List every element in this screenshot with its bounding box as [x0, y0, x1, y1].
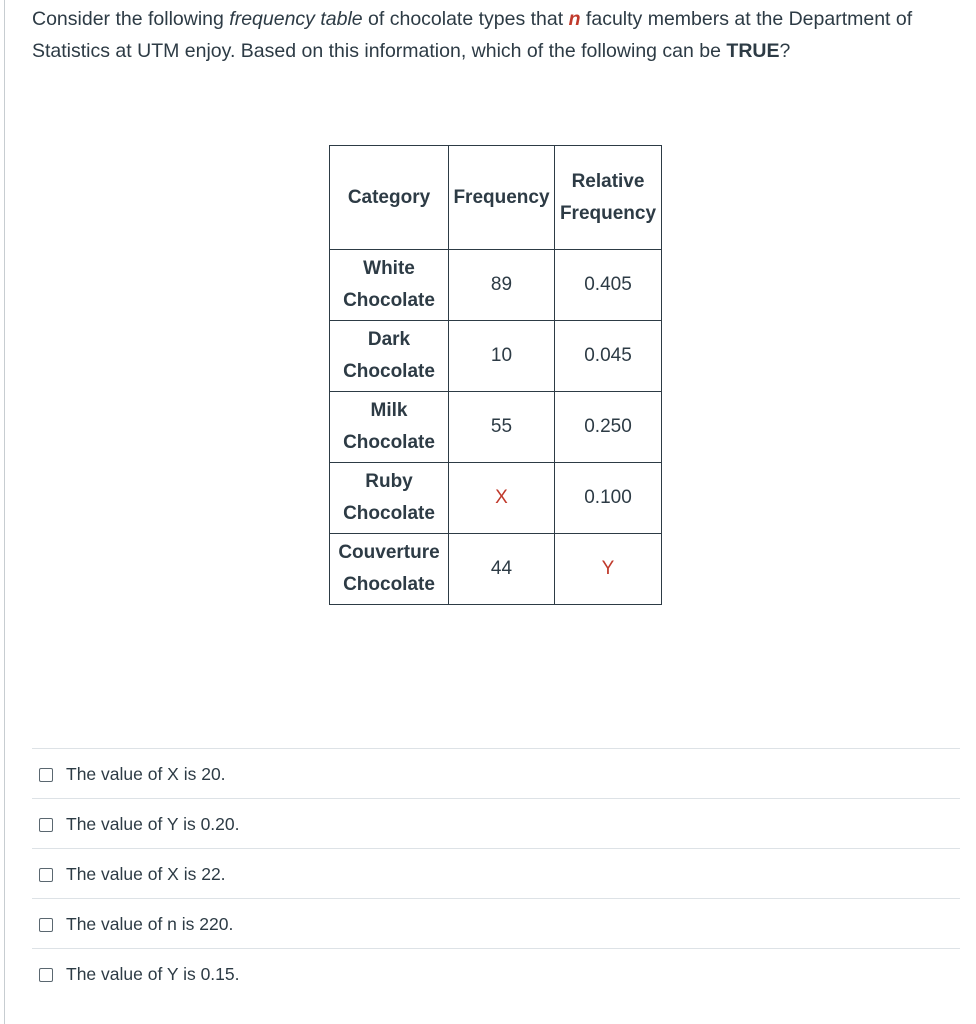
category-cell: Dark Chocolate: [330, 321, 449, 392]
category-cell: Couverture Chocolate: [330, 534, 449, 605]
answer-label[interactable]: The value of X is 20.: [66, 764, 226, 784]
checkbox[interactable]: [39, 768, 53, 782]
answer-label[interactable]: The value of Y is 0.15.: [66, 964, 240, 984]
table-row: [330, 392, 662, 463]
header-frequency: Frequency: [449, 146, 555, 250]
table-row: [330, 534, 662, 605]
checkbox[interactable]: [39, 868, 53, 882]
frequency-table: [329, 145, 662, 605]
question-text: Consider the following frequency table of chocolate types that n faculty members at the Department of Statistics at UTM enjoy. Based on this information, which of the following can be TRUE?: [32, 8, 913, 62]
relative-frequency-cell: 0.250: [555, 392, 662, 463]
header-category: Category: [330, 146, 449, 250]
checkbox[interactable]: [39, 918, 53, 932]
frequency-unknown-x: X: [449, 463, 555, 534]
answer-label[interactable]: The value of n is 220.: [66, 914, 234, 934]
answer-label[interactable]: The value of Y is 0.20.: [66, 814, 240, 834]
frequency-cell: 89: [449, 250, 555, 321]
answer-options: [32, 748, 960, 998]
relative-frequency-cell: 0.405: [555, 250, 662, 321]
category-cell: Ruby Chocolate: [330, 463, 449, 534]
frequency-cell: 44: [449, 534, 555, 605]
category-cell: White Chocolate: [330, 250, 449, 321]
answer-option[interactable]: [32, 848, 960, 898]
relative-frequency-cell: 0.045: [555, 321, 662, 392]
checkbox[interactable]: [39, 968, 53, 982]
header-relative-frequency: Relative Frequency: [555, 146, 662, 250]
table-row: [330, 463, 662, 534]
question-true-keyword: TRUE: [726, 40, 780, 62]
frequency-cell: 10: [449, 321, 555, 392]
table-row: [330, 321, 662, 392]
table-row: [330, 250, 662, 321]
variable-n: n: [568, 8, 581, 30]
answer-label[interactable]: The value of X is 22.: [66, 864, 226, 884]
answer-option[interactable]: [32, 748, 960, 798]
relative-frequency-unknown-y: Y: [555, 534, 662, 605]
answer-option[interactable]: [32, 798, 960, 848]
checkbox[interactable]: [39, 818, 53, 832]
relative-frequency-cell: 0.100: [555, 463, 662, 534]
table-header-row: [330, 146, 662, 250]
answer-option[interactable]: [32, 948, 960, 998]
frequency-cell: 55: [449, 392, 555, 463]
answer-option[interactable]: [32, 898, 960, 948]
question-emphasis: frequency table: [229, 8, 363, 30]
category-cell: Milk Chocolate: [330, 392, 449, 463]
